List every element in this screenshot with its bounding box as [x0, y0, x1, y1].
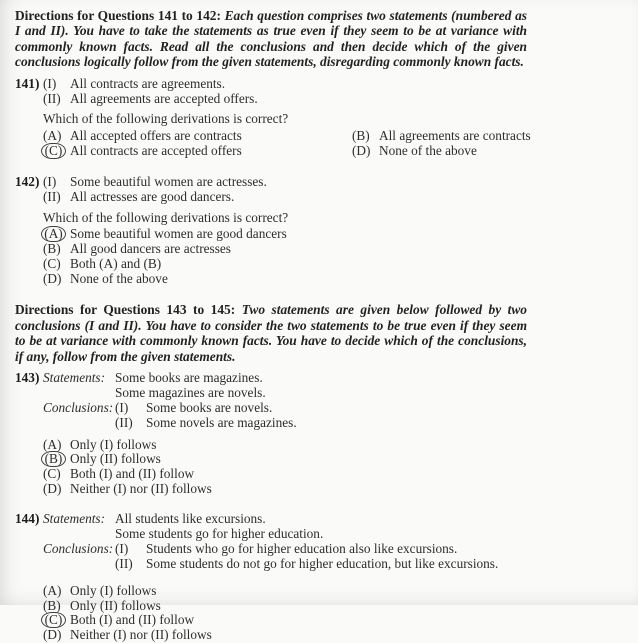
directions-lead: Directions for Questions 141 to 142:: [15, 8, 225, 23]
conclusion-label: (I): [115, 399, 129, 415]
statement-text: Some beautiful women are actresses.: [70, 173, 267, 189]
option-text: Only (II) follows: [70, 451, 161, 467]
statement-row: [15, 77, 628, 92]
conclusion-text: Some students do not go for higher education, but like excursions.: [146, 556, 499, 572]
conclusion-text: Some books are novels.: [146, 399, 273, 415]
statement-row: [15, 190, 628, 205]
statements-label: Statements:: [43, 511, 106, 527]
option-text: All accepted offers are contracts: [70, 128, 242, 144]
statement-label: (II): [43, 188, 61, 204]
option-text: None of the above: [379, 143, 477, 159]
option-row: [43, 482, 628, 497]
option-row: [43, 467, 628, 482]
statement-row: [15, 371, 628, 386]
directions-body: Each question comprises two statements (numbered as I and II). You have to take the statements as true even if they seem to be at variance with commonly known facts. Read all the conclusions and then decide which of the given conclusions logically follow from the given statements, disregarding commonly known facts.: [15, 8, 527, 70]
option-row: [43, 144, 628, 159]
conclusion-label: (II): [115, 414, 133, 430]
option-text: All contracts are accepted offers: [70, 143, 242, 159]
option-text: Both (I) and (II) follow: [70, 612, 195, 628]
option-label: (A): [43, 436, 62, 452]
conclusion-label: (I): [115, 541, 129, 557]
option-row: [43, 452, 628, 467]
options-142: [15, 227, 628, 286]
question-prompt: Which of the following derivations is correct?: [43, 111, 289, 127]
statement-text: All contracts are agreements.: [70, 75, 226, 91]
statement-label: (I): [43, 173, 57, 189]
option-label: (B): [352, 128, 370, 144]
option-text: Some beautiful women are good dancers: [70, 226, 287, 242]
option-text: None of the above: [70, 270, 168, 286]
option-row: [43, 438, 628, 453]
statement-text: Some magazines are novels.: [115, 384, 266, 400]
option-label: (D): [352, 143, 371, 159]
statement-row: [15, 175, 628, 190]
option-text: Both (I) and (II) follow: [70, 465, 195, 481]
option-label: (A): [43, 582, 62, 598]
option-label: (D): [43, 270, 62, 286]
option-row: [43, 599, 628, 614]
conclusion-text: Some novels are magazines.: [146, 414, 297, 430]
circled-option-label: (C): [41, 143, 66, 159]
statement-row: [15, 92, 628, 107]
option-label: (C): [43, 255, 61, 271]
statement-row: [15, 386, 628, 401]
question-prompt: Which of the following derivations is correct?: [43, 209, 289, 225]
statement-text: All students like excursions.: [115, 511, 266, 527]
statement-text: All actresses are good dancers.: [70, 188, 235, 204]
conclusion-row: [15, 542, 628, 557]
option-label: (D): [43, 627, 62, 643]
directions-lead: Directions for Questions 143 to 145:: [15, 302, 242, 318]
conclusions-label: Conclusions:: [43, 399, 114, 415]
option-text: Neither (I) nor (II) follows: [70, 480, 212, 496]
statement-text: Some students go for higher education.: [115, 526, 324, 542]
option-label: (C): [43, 465, 61, 481]
question-number: 141): [15, 75, 40, 91]
option-row: [43, 242, 628, 257]
option-text: Neither (I) nor (II) follows: [70, 627, 212, 643]
statements-label: Statements:: [43, 369, 106, 385]
directions-143-145: [15, 302, 527, 364]
conclusion-row: [15, 416, 628, 431]
statement-text: Some books are magazines.: [115, 369, 263, 385]
question-number: 143): [15, 369, 40, 385]
conclusion-label: (II): [115, 556, 133, 572]
statement-row: [15, 527, 628, 542]
circled-option-label: (C): [41, 612, 66, 628]
option-row: [43, 628, 628, 643]
question-144: [15, 512, 628, 642]
option-row: [43, 613, 628, 628]
option-text: Only (I) follows: [70, 582, 157, 598]
question-143: [15, 371, 628, 496]
option-text: All agreements are contracts: [379, 128, 531, 144]
options-144: [15, 584, 628, 643]
option-label: (B): [43, 241, 61, 257]
option-row: [43, 272, 628, 287]
option-label: (B): [43, 597, 61, 613]
question-number: 144): [15, 511, 40, 527]
option-label: (D): [43, 480, 62, 496]
conclusion-row: [15, 401, 628, 416]
option-row: [43, 129, 628, 144]
option-row: [43, 584, 628, 599]
statement-label: (I): [43, 75, 57, 91]
conclusions-label: Conclusions:: [43, 541, 114, 557]
question-142: [15, 175, 628, 287]
circled-option-label: (B): [41, 451, 66, 467]
statement-row: [15, 512, 628, 527]
directions-141-142: [15, 8, 527, 70]
options-143: [15, 438, 628, 497]
statement-text: All agreements are accepted offers.: [70, 90, 258, 106]
statement-label: (II): [43, 90, 61, 106]
question-141: [15, 77, 628, 159]
question-number: 142): [15, 173, 40, 189]
conclusion-row: [15, 557, 628, 572]
conclusion-text: Students who go for higher education also like excursions.: [146, 541, 458, 557]
options-141: [15, 129, 628, 158]
circled-option-label: (A): [41, 226, 66, 242]
option-row: [43, 257, 628, 272]
option-text: Both (A) and (B): [70, 255, 162, 271]
option-text: Only (II) follows: [70, 597, 161, 613]
directions-body: Two statements are given below followed by two conclusions (I and II). You have to consider the two statements to be true even if they seem to be at variance with commonly known facts. You have to decide which of the conclusions, if any, follow from the given statements.: [15, 302, 527, 364]
option-text: Only (I) follows: [70, 436, 157, 452]
option-label: (A): [43, 128, 62, 144]
option-row: [43, 227, 628, 242]
option-text: All good dancers are actresses: [70, 241, 231, 257]
